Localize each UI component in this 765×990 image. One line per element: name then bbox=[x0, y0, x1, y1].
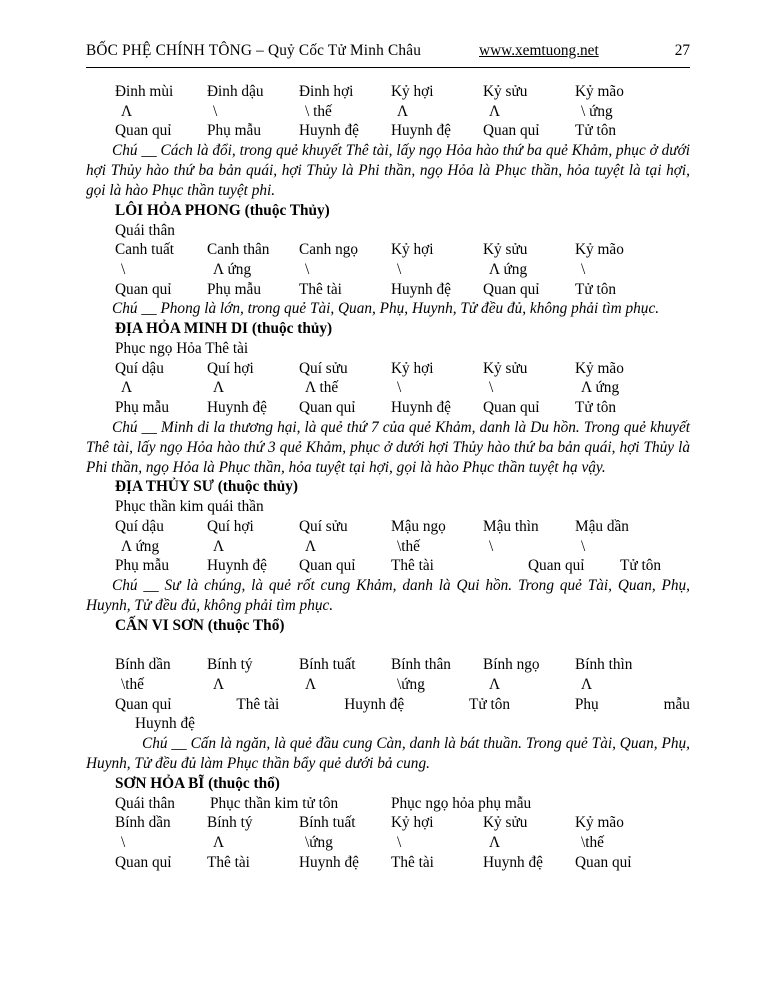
page-number: 27 bbox=[674, 42, 690, 59]
role-label: Thê tài bbox=[391, 557, 434, 575]
role-label: Quan quỉ bbox=[483, 122, 540, 140]
note-paragraph: Chú __ Sư là chúng, là quẻ rốt cung Khảm, danh là Qui hồn. Trong quẻ Tài, Quan, Phụ, Huynh, Tử đều đủ, không phải tìm phục. bbox=[86, 577, 690, 614]
line-symbol: Λ bbox=[305, 537, 317, 555]
branch-name: Kỷ sửu bbox=[483, 359, 528, 377]
branch-name: Bính thân bbox=[391, 656, 451, 674]
hexagram-line-symbols-row bbox=[86, 102, 690, 122]
role-label: Huynh đệ bbox=[207, 557, 267, 575]
role-label: Phụ mẫu bbox=[207, 280, 261, 298]
section-heading: SƠN HỎA BĨ (thuộc thổ) bbox=[115, 774, 280, 792]
branch-name: Đinh mùi bbox=[115, 83, 174, 100]
line-symbol: Λ bbox=[489, 675, 501, 693]
hexagram-line-symbols-row bbox=[86, 833, 690, 853]
role-label: Phụ mẫu bbox=[115, 399, 169, 417]
section-heading: CẤN VI SƠN (thuộc Thổ) bbox=[115, 616, 285, 634]
line-symbol: Λ bbox=[213, 379, 225, 397]
hexagram-branch-names-row bbox=[86, 240, 690, 260]
role-label: Quan quỉ bbox=[115, 695, 172, 713]
hexagram-branch-names-row bbox=[86, 359, 690, 379]
line-symbol: Λ bbox=[305, 675, 317, 693]
note-paragraph: Chú __ Cách là đổi, trong quẻ khuyết Thê tài, lấy ngọ Hỏa hào thứ ba quẻ Khảm, phục ở dưới hợi Thủy hào thứ ba bản quái, hợi Thủy là Phi thần, ngọ Hỏa là Phục thần, hỏa tuyệt là tại hợi, gọi là hào Phục thần tuyệt phi. bbox=[86, 142, 690, 199]
role-label: Tử tôn bbox=[575, 122, 617, 140]
hexagram-roles-row bbox=[86, 556, 690, 576]
role-label: Huynh đệ bbox=[391, 399, 451, 417]
header-title: BỐC PHỆ CHÍNH TÔNG – Quỷ Cốc Tử Minh Châu bbox=[86, 42, 422, 59]
role-label: Huynh đệ bbox=[299, 853, 359, 871]
branch-name: Bính tuất bbox=[299, 814, 356, 832]
branch-name: Đinh hợi bbox=[299, 83, 354, 100]
note-paragraph: Chú __ Phong là lớn, trong quẻ Tài, Quan, Phụ, Huynh, Tử đều đủ, không phải tìm phục. bbox=[112, 300, 660, 318]
branch-name: Kỷ mão bbox=[575, 241, 624, 259]
header-rule bbox=[86, 67, 690, 68]
line-symbol: Λ bbox=[213, 675, 225, 693]
line-symbol: Λ bbox=[489, 833, 501, 851]
role-label: Huynh đệ bbox=[207, 399, 267, 417]
website-link[interactable]: www.xemtuong.net bbox=[479, 42, 599, 59]
role-label: Tử tôn bbox=[575, 399, 617, 417]
subtitle-item: Phục ngọ hỏa phụ mẫu bbox=[391, 794, 532, 812]
role-label: Huynh đệ bbox=[344, 695, 405, 713]
branch-name: Bính dần bbox=[115, 814, 171, 832]
line-symbol: \ bbox=[121, 833, 126, 851]
role-label: Huynh đệ bbox=[391, 122, 451, 140]
branch-name: Quí hợi bbox=[207, 517, 254, 535]
section-heading: ĐỊA HỎA MINH DI (thuộc thủy) bbox=[115, 320, 333, 338]
line-symbol: Λ bbox=[213, 537, 225, 555]
role-label: Quan quỉ bbox=[299, 557, 356, 575]
note-paragraph: Chú __ Cấn là ngăn, là quẻ đầu cung Càn, danh là bát thuần. Trong quẻ Tài, Quan, Phụ, Huynh, Tử đều đủ làm Phục thần bẩy quẻ dưới bả cung. bbox=[86, 735, 690, 772]
line-symbol: Λ bbox=[121, 102, 133, 120]
line-symbol: \ứng bbox=[397, 675, 425, 693]
role-label: Thê tài bbox=[391, 853, 434, 871]
hexagram-roles-row bbox=[86, 121, 690, 141]
hexagram-line-symbols-row bbox=[86, 378, 690, 398]
role-label: Huynh đệ bbox=[483, 853, 543, 871]
line-symbol: \ bbox=[121, 260, 126, 278]
line-symbol: \thế bbox=[397, 537, 420, 555]
hexagram-subtitle-columns bbox=[86, 794, 690, 814]
role-label: Thê tài bbox=[299, 280, 342, 298]
role-label: Huynh đệ bbox=[299, 122, 359, 140]
line-symbol: Λ ứng bbox=[213, 260, 252, 278]
role-label: Quan quỉ bbox=[299, 399, 356, 417]
branch-name: Quí sửu bbox=[299, 359, 348, 377]
branch-name: Mậu thìn bbox=[483, 517, 539, 535]
role-label: Thê tài bbox=[207, 853, 250, 871]
line-symbol: Λ ứng bbox=[581, 379, 620, 397]
page-header bbox=[86, 42, 690, 60]
role-label: Quan quỉ bbox=[483, 280, 540, 298]
role-label: Tử tôn bbox=[575, 280, 617, 298]
branch-name: Kỷ hợi bbox=[391, 83, 434, 100]
branch-name: Kỷ hợi bbox=[391, 359, 434, 377]
line-symbol: \thế bbox=[121, 675, 144, 693]
hexagram-line-symbols-row bbox=[86, 260, 690, 280]
section-heading: LÔI HỎA PHONG (thuộc Thủy) bbox=[115, 201, 330, 219]
line-symbol: \ bbox=[397, 833, 402, 851]
role-label: Quan quỉ bbox=[115, 853, 172, 871]
branch-name: Canh ngọ bbox=[299, 241, 359, 259]
branch-name: Quí sửu bbox=[299, 517, 348, 535]
line-symbol: \ứng bbox=[305, 833, 333, 851]
branch-name: Đinh dậu bbox=[207, 83, 264, 100]
blank-line bbox=[86, 636, 690, 656]
hexagram-line-symbols-row bbox=[86, 537, 690, 557]
branch-name: Bính tý bbox=[207, 814, 253, 832]
line-symbol: Λ bbox=[581, 675, 593, 693]
line-symbol: \ bbox=[397, 379, 402, 397]
subtitle-item: Phục thần kim tử tôn bbox=[210, 794, 339, 812]
branch-name: Quí dậu bbox=[115, 359, 164, 377]
line-symbol: \thế bbox=[581, 833, 604, 851]
line-symbol: Λ thế bbox=[305, 379, 339, 397]
line-symbol: \ bbox=[489, 537, 494, 555]
hexagram-roles-row bbox=[86, 280, 690, 300]
role-label: Quan quỉ bbox=[115, 280, 172, 298]
document-body bbox=[86, 82, 690, 872]
hexagram-roles-row bbox=[86, 695, 690, 715]
subtitle-item: Quái thân bbox=[115, 794, 175, 812]
hexagram-branch-names-row bbox=[86, 813, 690, 833]
hexagram-branch-names-row bbox=[86, 517, 690, 537]
role-label: mẫu bbox=[663, 695, 690, 713]
hexagram-roles-row bbox=[86, 398, 690, 418]
line-symbol: Λ bbox=[121, 379, 133, 397]
line-symbol: \ bbox=[581, 260, 586, 278]
role-label: Huynh đệ bbox=[391, 280, 451, 298]
line-symbol: Λ ứng bbox=[489, 260, 528, 278]
branch-name: Canh thân bbox=[207, 241, 270, 259]
role-label: Quan quỉ bbox=[115, 122, 172, 140]
line-symbol: Λ bbox=[213, 833, 225, 851]
role-label: Phụ bbox=[574, 695, 599, 713]
branch-name: Bính tuất bbox=[299, 656, 356, 674]
branch-name: Bính dần bbox=[115, 656, 171, 674]
role-label: Phụ mẫu bbox=[207, 122, 261, 140]
role-label: Thê tài bbox=[236, 695, 280, 713]
hexagram-branch-names-row bbox=[86, 655, 690, 675]
note-paragraph: Chú __ Minh di la thương hại, là quẻ thứ 7 của quẻ Khảm, danh là Du hồn. Trong quẻ khuyết Thê tài, lấy ngọ Hỏa hào thứ 3 quẻ Khảm, phục ở dưới hợi Thủy hào thứ ba bản quái, hợi Thủy là Phi thần, ngọ Hỏa là Phục thần, hỏa tuyệt tại hợi, gọi là hào Phục thần tuyệt hạ vậy. bbox=[86, 418, 690, 476]
branch-name: Quí dậu bbox=[115, 517, 164, 535]
branch-name: Bính ngọ bbox=[483, 656, 540, 674]
hexagram-line-symbols-row bbox=[86, 675, 690, 695]
section-heading: ĐỊA THỦY SƯ (thuộc thủy) bbox=[115, 478, 299, 496]
role-label: Quan quỉ bbox=[483, 399, 540, 417]
branch-name: Quí hợi bbox=[207, 359, 254, 377]
hexagram-subtitle: Phục thần kim quái thần bbox=[115, 498, 264, 516]
hexagram-branch-names-row bbox=[86, 82, 690, 102]
line-symbol: \ bbox=[581, 537, 586, 555]
branch-name: Kỷ mão bbox=[575, 814, 624, 832]
role-label-wrapped: Huynh đệ bbox=[135, 715, 195, 733]
role-label: Tử tôn bbox=[620, 557, 662, 575]
line-symbol: Λ bbox=[489, 102, 501, 120]
branch-name: Kỷ mão bbox=[575, 83, 624, 100]
hexagram-subtitle: Quái thân bbox=[115, 221, 175, 239]
branch-name: Canh tuất bbox=[115, 241, 175, 259]
line-symbol: \ ứng bbox=[581, 102, 613, 120]
branch-name: Bính thìn bbox=[575, 656, 633, 674]
line-symbol: \ thế bbox=[305, 102, 332, 120]
hexagram-subtitle: Phục ngọ Hỏa Thê tài bbox=[115, 339, 249, 357]
branch-name: Mậu ngọ bbox=[391, 517, 446, 535]
role-label: Quan quỉ bbox=[528, 557, 585, 575]
branch-name: Kỷ hợi bbox=[391, 241, 434, 259]
role-label: Phụ mẫu bbox=[115, 557, 169, 575]
branch-name: Kỷ sửu bbox=[483, 241, 528, 259]
branch-name: Kỷ hợi bbox=[391, 814, 434, 832]
branch-name: Kỷ mão bbox=[575, 359, 624, 377]
branch-name: Mậu dần bbox=[575, 517, 629, 535]
role-label: Quan quỉ bbox=[575, 853, 632, 871]
line-symbol: \ bbox=[305, 260, 310, 278]
branch-name: Kỷ sửu bbox=[483, 83, 528, 100]
line-symbol: Λ bbox=[397, 102, 409, 120]
branch-name: Bính tý bbox=[207, 656, 253, 674]
line-symbol: \ bbox=[489, 379, 494, 397]
line-symbol: \ bbox=[213, 102, 218, 120]
line-symbol: Λ ứng bbox=[121, 537, 160, 555]
role-label: Tử tôn bbox=[469, 695, 511, 713]
branch-name: Kỷ sửu bbox=[483, 814, 528, 832]
hexagram-roles-row bbox=[86, 853, 690, 873]
line-symbol: \ bbox=[397, 260, 402, 278]
